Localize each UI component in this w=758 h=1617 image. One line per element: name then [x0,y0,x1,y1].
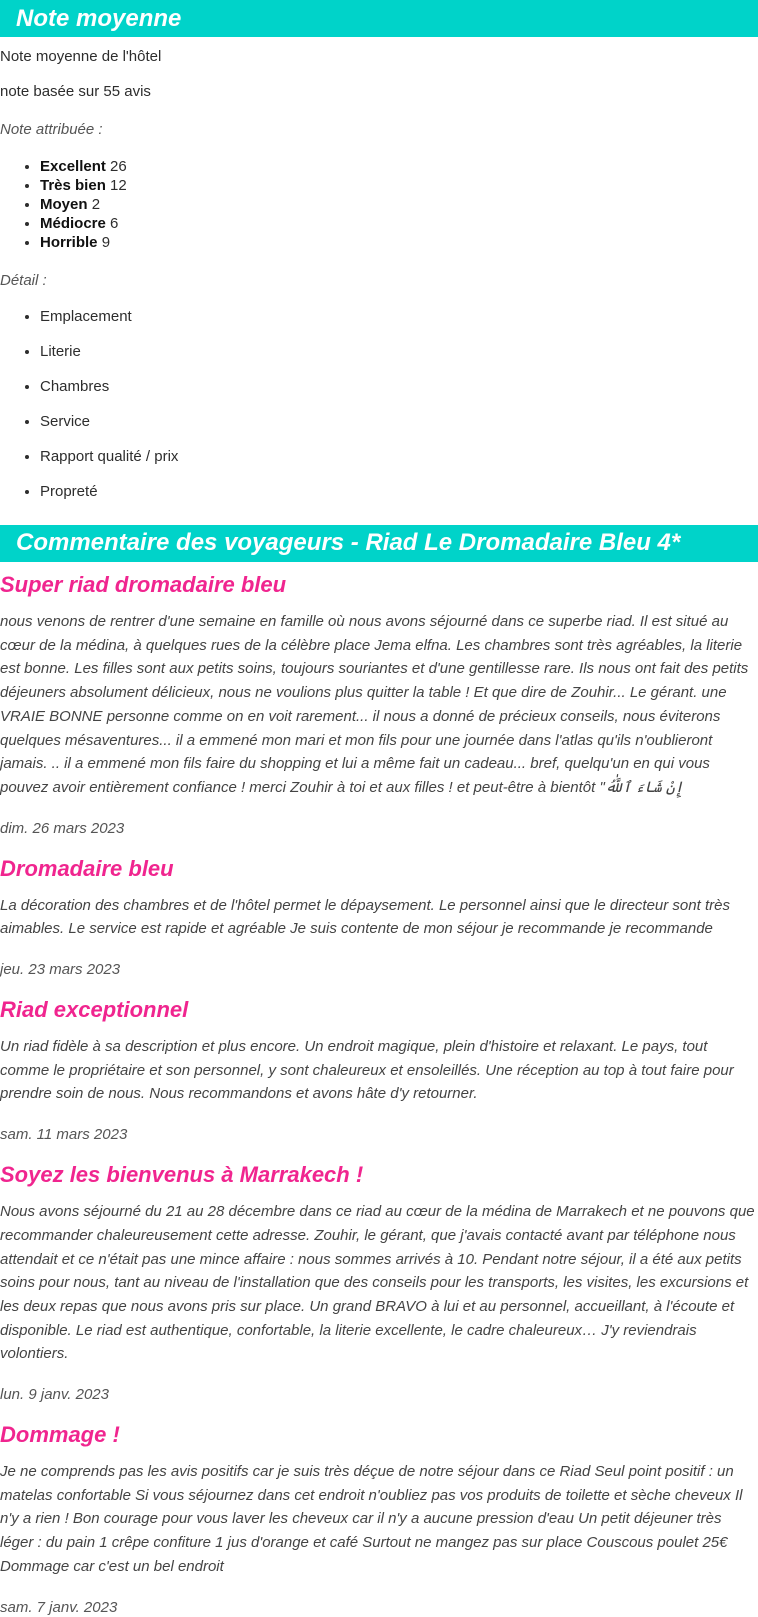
rating-label: Horrible [40,234,98,251]
rating-label: Très bien [40,177,106,194]
rating-distribution-label: Note attribuée : [0,121,103,138]
review-item [0,979,758,1144]
review-date: dim. 26 mars 2023 [0,819,125,837]
rating-label: Médiocre [40,215,106,232]
detail-item-rapport-qualite-prix: • Rapport qualité / prix [40,448,758,483]
detail-label: Détail : [0,272,47,289]
rating-count: 9 [101,234,111,251]
comments-section-heading: Commentaire des voyageurs - Riad Le Dromadaire Bleu 4* [0,525,758,562]
rating-count: 12 [110,177,127,194]
review-body: Nous avons séjourné du 21 au 28 décembre dans ce riad au cœur de la médina de Marrakech et ne pouvons que recommander chaleureusement cette adresse. Zouhir, le gérant, que j'avais contacté avant par téléphone nous attendait et ce n'était pas une mince affaire : nous sommes arrivés à 10. Pendant notre séjour, il a été aux petits soins pour nous, tant au niveau de l'installation que des conseils pour les transports, les visites, les excursions et les deux repas que nous avons pris sur place. Un grand BRAVO à lui et au personnel, accueillant, à l'écoute et disponible. Le riad est authentique, confortable, la literie excellente, le cadre chaleureux… J'y reviendrais volontiers. [0,1203,755,1363]
rating-item-horrible [40,233,758,252]
detail-item-chambres: • Chambres [40,378,758,413]
rating-item-excellent [40,157,758,176]
review-title: Dommage ! [0,1422,120,1448]
average-rating-subtitle: Note moyenne de l'hôtel [0,48,162,65]
review-item [0,1144,758,1404]
review-body: nous venons de rentrer d'une semaine en famille où nous avons séjourné dans ce superbe riad. Il est situé au cœur de la médina, à quelques rues de la célèbre place Jema elfna. Les chambres sont très agréables, la literie est bonne. Les filles sont aux petits soins, toujours souriantes et d'une gentillesse rare. Ils nous ont fait des petits déjeuners absolument délicieux, nous ne voulions plus quitter la table ! Et que dire de Zouhir... Le gérant. une VRAIE BONNE personne comme on en voit rarement... il nous a donné de précieux conseils, nous éviterons quelques mésaventures... il a emmené mon mari et mon fils pour une journée dans l'atlas qu'ils n'oublieront jamais. .. il a emmené mon fils faire du shopping et lui a même fait un cadeau... bref, quelqu'un en qui vous pouvez avoir entièrement confiance ! merci Zouhir à toi et aux filles ! et peut-être à bientôt "إِنْ شَاءَ ٱللَّٰهُ [0,613,749,796]
detail-item-literie: • Literie [40,343,758,378]
review-title: Riad exceptionnel [0,997,189,1023]
detail-item-proprete: • Propreté [40,483,758,518]
rating-count: 6 [110,215,119,232]
detail-criteria-list [0,308,758,518]
review-body: La décoration des chambres et de l'hôtel permet le dépaysement. Le personnel ainsi que le directeur sont très aimables. Le service est rapide et agréable Je suis contente de mon séjour je recommande je recommande [0,896,730,938]
review-date: lun. 9 janv. 2023 [0,1386,109,1404]
review-date: sam. 11 mars 2023 [0,1126,128,1144]
rating-count: 26 [110,158,127,175]
review-date: sam. 7 janv. 2023 [0,1598,118,1616]
rating-count: 2 [91,196,101,213]
rating-item-tres-bien [40,176,758,195]
review-body: Un riad fidèle à sa description et plus encore. Un endroit magique, plein d'histoire et relaxant. Le pays, tout comme le propriétaire et son personnel, y sont chaleureux et ensoleillés. Une réception au top à tout faire pour prendre soin de nous. Nous recommandons et avons hâte d'y retourner. [0,1038,734,1103]
review-count-text: note basée sur 55 avis [0,83,151,100]
review-item [0,562,758,838]
review-item [0,838,758,979]
review-date: jeu. 23 mars 2023 [0,961,121,979]
rating-section-heading: Note moyenne [0,0,758,37]
detail-item-service: • Service [40,413,758,448]
rating-item-mediocre [40,214,758,233]
review-item [0,1404,758,1617]
review-title: Super riad dromadaire bleu [0,572,287,597]
detail-item-emplacement: • Emplacement [40,308,758,343]
rating-item-moyen [40,195,758,214]
rating-label: Moyen [40,196,88,213]
review-title: Dromadaire bleu [0,855,174,881]
review-body: Je ne comprends pas les avis positifs car je suis très déçue de notre séjour dans ce Riad Seul point positif : un matelas confortable Si vous séjournez dans cet endroit n'oubliez pas vos produits de toilette et sèche cheveux Il n'y a rien ! Bon courage pour vous laver les cheveux car il n'y a aucune pression d'eau Un petit déjeuner très léger : du pain 1 crêpe confiture 1 jus d'orange et café Surtout ne mangez pas sur place Couscous poulet 25€ Dommage car c'est un bel endroit [0,1463,743,1575]
review-title: Soyez les bienvenus à Marrakech ! [0,1162,364,1188]
rating-label: Excellent [40,158,106,175]
rating-distribution-list [0,157,758,252]
